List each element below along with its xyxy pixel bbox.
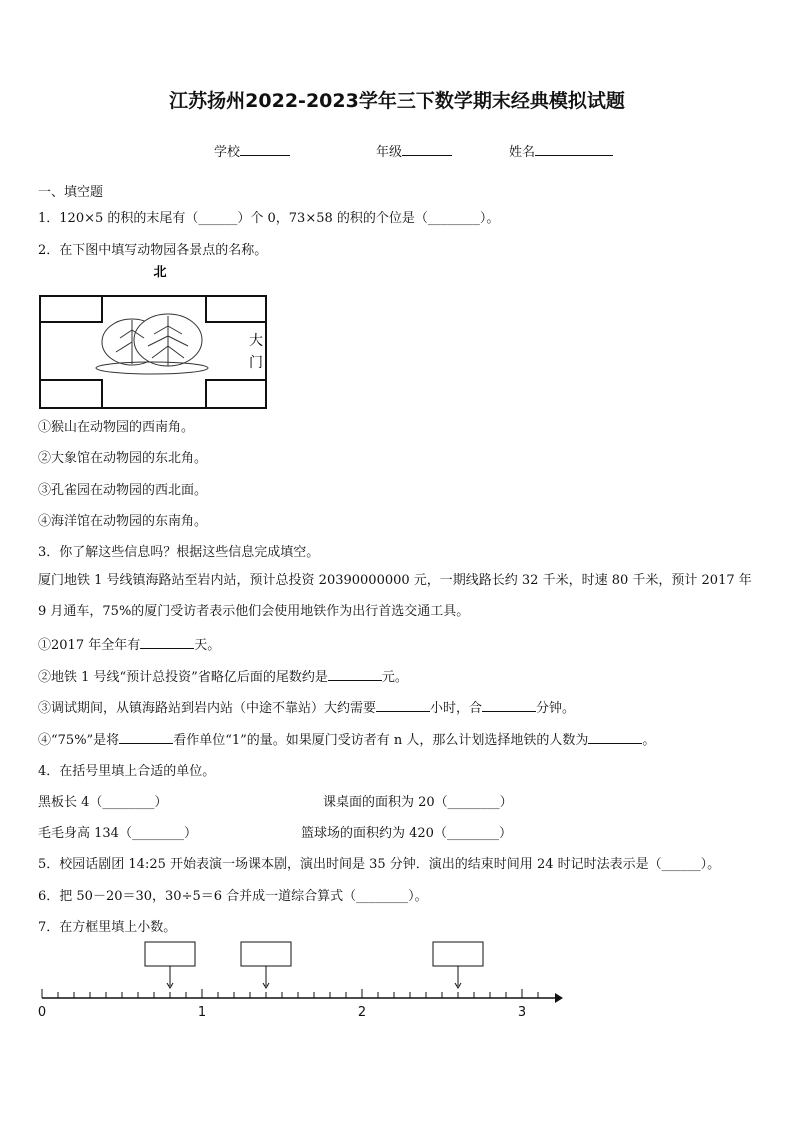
north-label: 北 (153, 265, 167, 280)
q3-subquestion-2: ②地铁 1 号线“预计总投资”省略亿后面的尾数约是 元。 (38, 670, 408, 685)
q2-item-2: ②大象馆在动物园的东北角。 (38, 451, 208, 466)
answer-blank[interactable] (140, 636, 194, 649)
answer-box[interactable] (145, 942, 195, 966)
question-1: 1．120×5 的积的末尾有（______）个 0，73×58 的积的个位是（________）。 (38, 211, 500, 226)
q2-item-1: ①猴山在动物园的西南角。 (38, 420, 195, 435)
q2-item-4: ④海洋馆在动物园的东南角。 (38, 514, 208, 529)
map-box-northwest[interactable] (40, 296, 102, 322)
tick-label: 1 (197, 1005, 207, 1020)
zoo-map (36, 262, 276, 410)
question-6: 6．把 50－20＝30，30÷5＝6 合并成一道综合算式（________）。 (38, 889, 428, 904)
question-5: 5．校园话剧团 14:25 开始表演一场课本剧，演出时间是 35 分钟．演出的结束时间用 24 时记时法表示是（______）。 (38, 857, 721, 872)
q4-item-d: 篮球场的面积约为 420（________） (301, 826, 512, 841)
answer-box[interactable] (241, 942, 291, 966)
school-field[interactable] (214, 141, 290, 160)
school-label: 学校 (214, 145, 241, 160)
tick-label: 3 (517, 1005, 527, 1020)
answer-blank[interactable] (328, 668, 382, 681)
grade-label: 年级 (376, 145, 403, 160)
answer-blank[interactable] (588, 731, 642, 744)
q4-item-a: 黑板长 4（________） (38, 795, 168, 810)
name-field[interactable] (509, 141, 613, 160)
q3-subquestion-3: ③调试期间，从镇海路站到岩内站（中途不靠站）大约需要 小时，合 分钟。 (38, 701, 576, 716)
q3-subquestion-4: ④“75%”是将 看作单位“1”的量。如果厦门受访者有 n 人，那么计划选择地铁的人数为 。 (38, 733, 656, 748)
number-line (30, 936, 575, 1022)
q4-item-c: 毛毛身高 134（________） (38, 826, 197, 841)
question-2: 2．在下图中填写动物园各景点的名称。 (38, 243, 268, 258)
map-box-northeast[interactable] (206, 296, 266, 322)
tree-icon (96, 314, 208, 374)
gate-label-bottom: 门 (249, 355, 263, 371)
answer-blank[interactable] (119, 731, 173, 744)
q4-item-b: 课桌面的面积为 20（________） (323, 795, 513, 810)
answer-blank[interactable] (482, 699, 536, 712)
map-box-southeast[interactable] (206, 380, 266, 408)
q2-item-3: ③孔雀园在动物园的西北面。 (38, 483, 208, 498)
tick-label: 2 (357, 1005, 367, 1020)
question-3: 3．你了解这些信息吗？根据这些信息完成填空。 (38, 545, 320, 560)
axis-arrow (555, 993, 563, 1003)
school-blank[interactable] (240, 143, 290, 156)
name-blank[interactable] (535, 143, 613, 156)
grade-blank[interactable] (402, 143, 452, 156)
page-title: 江苏扬州2022-2023学年三下数学期末经典模拟试题 (169, 90, 625, 112)
answer-box[interactable] (433, 942, 483, 966)
q3-passage: 厦门地铁 1 号线镇海路站至岩内站，预计总投资 20390000000 元，一期线路长约 32 千米，时速 80 千米，预计 2017 年 9 月通车，75%的厦门受访者表示他们会使用地铁作为出行首选交通工具。 (38, 573, 752, 619)
grade-field[interactable] (376, 141, 452, 160)
answer-blank[interactable] (376, 699, 430, 712)
section-heading: 一、填空题 (38, 185, 104, 200)
q3-subquestion-1: ①2017 年全年有 天。 (38, 638, 221, 653)
name-label: 姓名 (509, 145, 536, 160)
map-box-southwest[interactable] (40, 380, 102, 408)
question-4: 4．在括号里填上合适的单位。 (38, 764, 216, 779)
tick-label: 0 (37, 1005, 47, 1020)
gate-label-top: 大 (249, 333, 263, 349)
question-7: 7．在方框里填上小数。 (38, 920, 177, 935)
